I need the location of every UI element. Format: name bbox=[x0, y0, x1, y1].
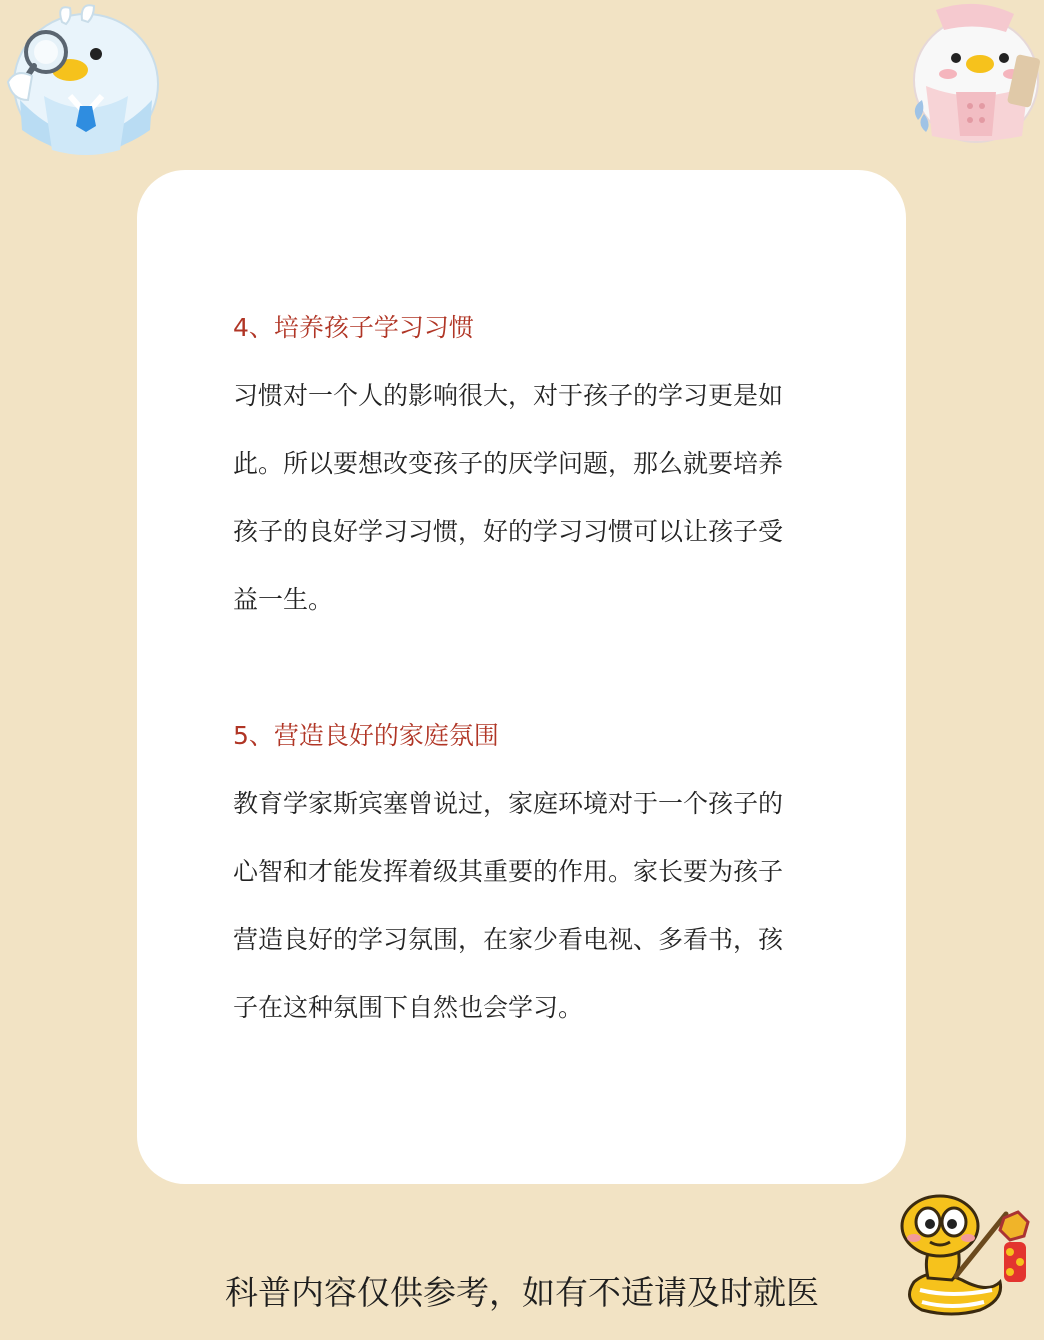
paragraph-line: 此。所以要想改变孩子的厌学问题，那么就要培养 bbox=[233, 449, 784, 478]
paragraph-line: 教育学家斯宾塞曾说过，家庭环境对于一个孩子的 bbox=[233, 789, 784, 818]
paragraph-line: 营造良好的学习氛围，在家少看电视、多看书，孩 bbox=[233, 925, 784, 954]
disclaimer-text: 科普内容仅供参考，如有不适请及时就医 bbox=[225, 1273, 819, 1312]
chick-doctor-magnifier-icon bbox=[0, 0, 170, 160]
section-title-family: 5、营造良好的家庭氛围 bbox=[233, 721, 499, 750]
paragraph-line: 子在这种氛围下自然也会学习。 bbox=[233, 993, 584, 1022]
content-card bbox=[137, 170, 906, 1184]
paragraph-line: 习惯对一个人的影响很大，对于孩子的学习更是如 bbox=[233, 381, 784, 410]
snake-lantern-icon bbox=[892, 1190, 1040, 1320]
section-body-habits bbox=[233, 362, 823, 634]
section-title-habits: 4、培养孩子学习习惯 bbox=[233, 313, 474, 342]
chick-nurse-clipboard-icon bbox=[896, 0, 1044, 146]
paragraph-line: 心智和才能发挥着级其重要的作用。家长要为孩子 bbox=[233, 857, 784, 886]
paragraph-line: 益一生。 bbox=[233, 585, 334, 614]
paragraph-line: 孩子的良好学习习惯，好的学习习惯可以让孩子受 bbox=[233, 517, 784, 546]
section-body-family bbox=[233, 770, 823, 1042]
